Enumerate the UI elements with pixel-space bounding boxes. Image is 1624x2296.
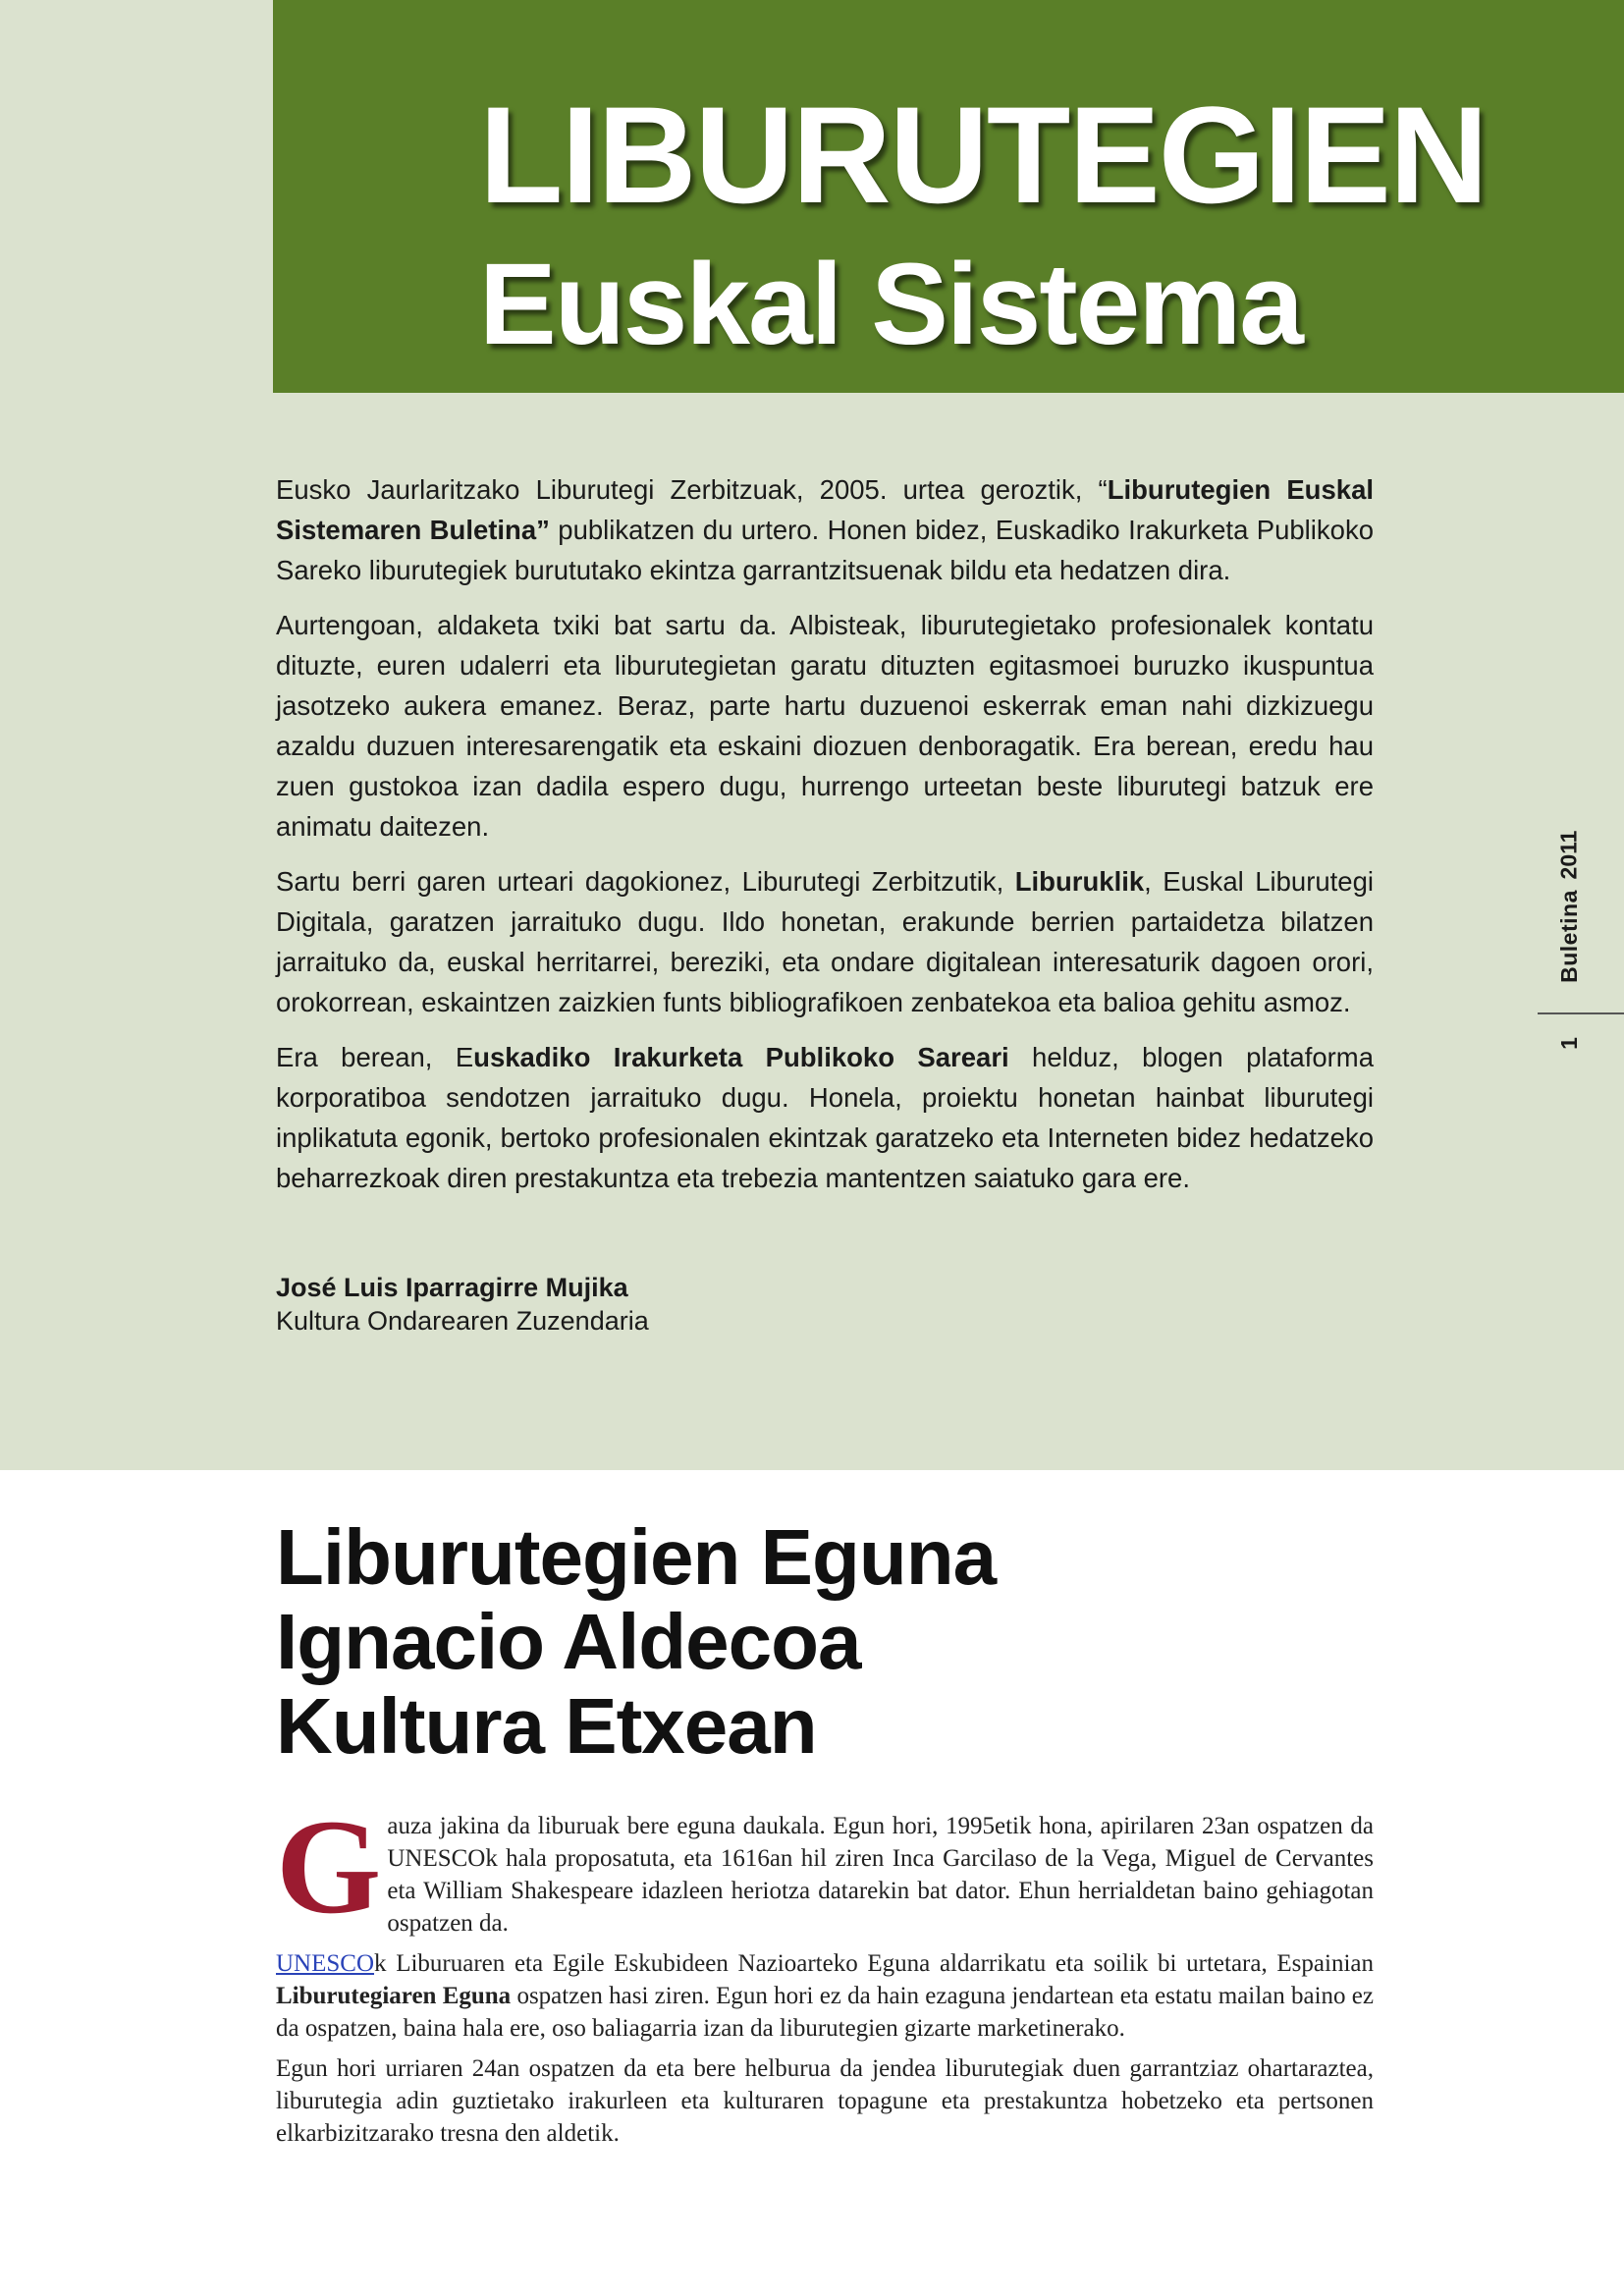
intro-text-run: Era berean, E <box>276 1042 474 1072</box>
side-year <box>1549 815 1589 894</box>
section-title <box>276 1515 996 1769</box>
intro-paragraph <box>276 1037 1374 1198</box>
intro-text-run: , Euskal Liburutegi Digitala, garatzen jarraituko dugu. Ildo honetan, erakunde berrien partaidetza bilatzen jarraituko da, euskal herritarrei, bereziki, eta ondare digitalean interesaturik dagoen orori, orokorrean, eskaintzen zaizkien funts bibliografikoen zenbatekoa eta balioa gehitu asmoz. <box>276 866 1374 1017</box>
header-banner <box>273 0 1624 393</box>
side-label <box>1549 889 1589 983</box>
section-title-line1: Liburutegien Eguna <box>276 1513 997 1601</box>
intro-bold-run: Liburuklik <box>1014 866 1145 897</box>
intro-text-run: Sartu berri garen urteari dagokionez, Liburutegi Zerbitzutik, <box>276 866 1015 897</box>
intro-text-run: Eusko Jaurlaritzako Liburutegi Zerbitzuak, 2005. urtea geroztik, “ <box>276 474 1108 505</box>
intro-paragraph: Aurtengoan, aldaketa txiki bat sartu da. Albisteak, liburutegietako profesionalek kontatu dituzte, euren udalerri eta liburutegietan garatu dituzten egitasmoei buruzko ikuspuntua jasotzeko aukera emanez. Beraz, parte hartu duzuenoi eskerrak eman nahi dizkizuegu azaldu duzuen interesarengatik eta eskaini diozuen denboragatik. Era berean, eredu hau zuen gustokoa izan dadila espero dugu, hurrengo urteetan beste liburutegi batzuk ere animatu daitezen. <box>276 610 1374 842</box>
section-title-line2: Ignacio Aldecoa <box>276 1598 861 1685</box>
article-text-run: auza jakina da liburuak bere eguna daukala. Egun hori, 1995etik hona, apirilaren 23an ospatzen da UNESCOk hala proposatuta, eta 1616an hil ziren Inca Garcilaso de la Vega, Miguel de Cervantes eta William Shakespeare idazleen heriotza datarekin bat dator. Ehun herrialdetan baino gehiagotan ospatzen da. <box>387 1813 1374 1937</box>
masthead-title-line2: Euskal Sistema <box>479 240 1302 369</box>
intro-text-run: helduz, blogen plataforma korporatiboa sendotzen jarraituko dugu. Honela, proiektu honetan hainbat liburutegi inplikatuta egonik, bertoko profesionalen ekintzak garatzeko eta Interneten bidez hedatzeko beharrezkoak diren prestakuntza eta trebezia mantentzen saiatuko gara ere. <box>276 1042 1374 1193</box>
article-paragraph: Egun hori urriaren 24an ospatzen da eta bere helburua da jendea liburutegiak duen garrantziaz ohartaraztea, liburutegia adin guztietako irakurleen eta kulturaren topagune eta prestakuntza hobetzeko eta pertsonen elkarbizitzarako tresna den aldetik. <box>276 2055 1374 2147</box>
side-divider <box>1538 1012 1624 1014</box>
drop-cap: G <box>276 1791 382 1941</box>
article-text-run: ospatzen hasi ziren. Egun hori ez da hain ezaguna jendartean eta estatu mailan baino ez da ospatzen, baina hala ere, oso baliagarria izan da liburutegien gizarte marketinerako. <box>276 1983 1374 2042</box>
unesco-link[interactable]: UNESCO <box>276 1950 375 1977</box>
page-number-text: 1 <box>1555 1036 1582 1050</box>
signature-role: Kultura Ondarearen Zuzendaria <box>276 1306 649 1336</box>
article-bold-run: Liburutegiaren Eguna <box>276 1983 512 2009</box>
article-paragraph <box>276 1791 1374 1941</box>
page-number <box>1549 1025 1589 1061</box>
intro-paragraph <box>276 861 1374 1022</box>
masthead-title-line1: LIBURUTEGIEN <box>479 78 1487 232</box>
section-title-line3: Kultura Etxean <box>276 1682 817 1770</box>
signature <box>276 1271 649 1338</box>
intro-bold-run: Liburutegien Euskal Sistemaren Buletina” <box>276 474 1375 545</box>
article-body <box>276 1791 1374 2158</box>
article-text-run: k Liburuaren eta Egile Eskubideen Nazioarteko Eguna aldarrikatu eta soilik bi urtetara, Espainian <box>374 1950 1374 1977</box>
intro-text-run: publikatzen du urtero. Honen bidez, Euskadiko Irakurketa Publikoko Sareko liburutegiek burututako ekintza garrantzitsuenak bildu eta hedatzen dira. <box>276 515 1374 585</box>
signature-name: José Luis Iparragirre Mujika <box>276 1273 628 1302</box>
intro-paragraph <box>276 469 1374 590</box>
side-label-text: Buletina <box>1555 889 1582 983</box>
side-year-text: 2011 <box>1555 830 1582 879</box>
intro-text <box>276 469 1374 1213</box>
article-paragraph <box>276 1947 1374 2045</box>
intro-bold-run: uskadiko Irakurketa Publikoko Sareari <box>473 1042 1009 1072</box>
